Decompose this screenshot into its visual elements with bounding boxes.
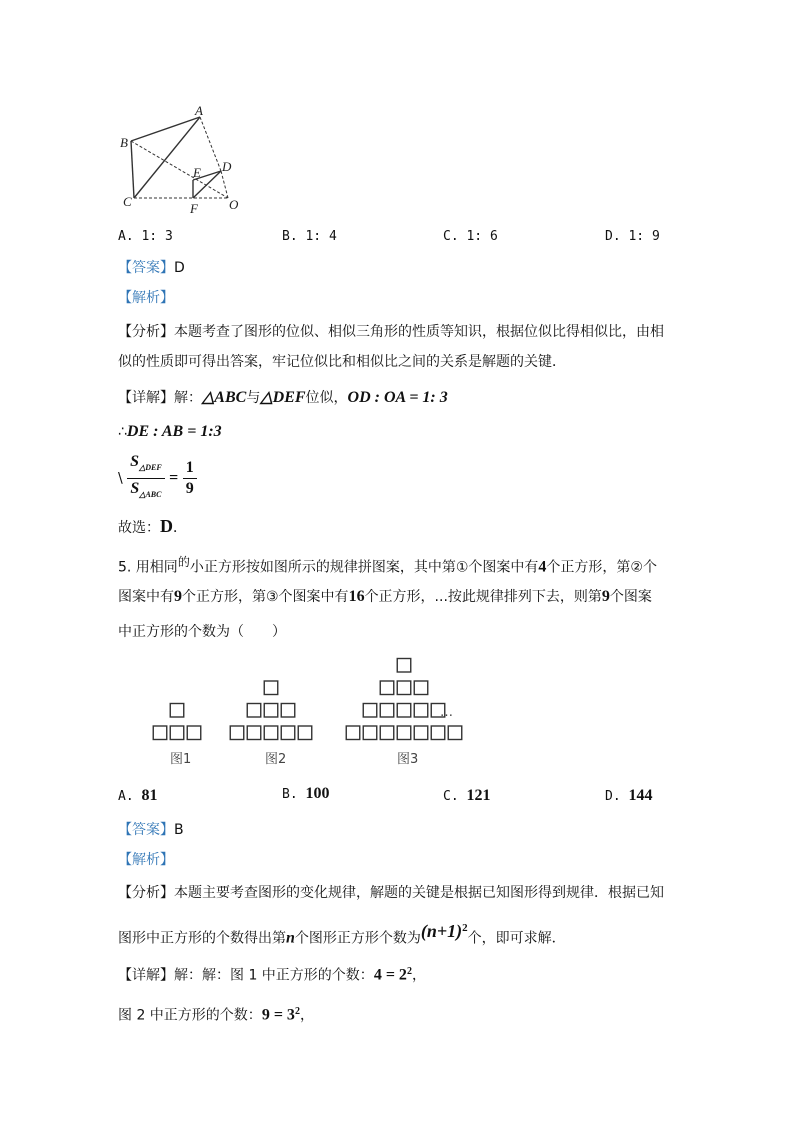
pattern-square bbox=[281, 726, 295, 740]
label-o: O bbox=[229, 197, 239, 212]
area-fraction: $\frac{S_{\triangle DEF}}{S_{\triangle ABC}}$ bbox=[127, 452, 165, 505]
caption-fig3: 图3 bbox=[397, 752, 419, 767]
q4-detail: 【详解】解：△ABC与△DEF位似，OD : OA = 1: 3 bbox=[118, 389, 448, 406]
label-e: E bbox=[193, 165, 201, 180]
label-a: A bbox=[195, 103, 203, 118]
label-f: F bbox=[190, 201, 198, 216]
q5-answer: 【答案】B bbox=[118, 822, 184, 838]
q4-analysis-line1: 【分析】本题考查了图形的位似、相似三角形的性质等知识，根据位似比得相似比，由相 bbox=[118, 324, 664, 340]
pattern-square bbox=[380, 726, 394, 740]
pattern-square bbox=[187, 726, 201, 740]
q4-choose: 故选：D． bbox=[118, 516, 187, 536]
q5-option-c[interactable]: C. 121 bbox=[443, 787, 491, 804]
q4-option-d[interactable]: D. 1: 9 bbox=[605, 229, 660, 244]
pattern-square bbox=[414, 704, 428, 718]
label-d: D bbox=[222, 159, 232, 174]
q5-analysis-line1: 【分析】本题主要考查图形的变化规律，解题的关键是根据已知图形得到规律．根据已知 bbox=[118, 885, 664, 901]
q4-therefore: ∴DE : AB = 1:3 bbox=[118, 423, 222, 440]
pattern-square bbox=[414, 726, 428, 740]
q5-stem-line3: 中正方形的个数为（ ） bbox=[118, 624, 286, 640]
pattern-square bbox=[397, 704, 411, 718]
caption-fig2: 图2 bbox=[265, 752, 287, 767]
ratio-fraction: $\frac{1}{9}$ bbox=[183, 458, 197, 499]
q5-option-b[interactable]: B. 100 bbox=[282, 785, 330, 802]
q5-detail-line2: 图 2 中正方形的个数：$9 = 3^2$， bbox=[118, 1006, 314, 1024]
pattern-square bbox=[170, 704, 184, 718]
pattern-square bbox=[448, 726, 462, 740]
q4-analysis-tag: 【解析】 bbox=[118, 290, 174, 306]
q4-area-ratio: \ $\frac{S_{\triangle DEF}}{S_{\triangle ABC}}$ = $\frac{1}{9}$ bbox=[118, 452, 197, 505]
pattern-square bbox=[264, 704, 278, 718]
label-b: B bbox=[120, 135, 128, 150]
q5-stem-line1: 5. 用相同$^的$小正方形按如图所示的规律拼图案，其中第①个图案中有4个正方形，第②个 bbox=[118, 555, 657, 576]
q5-analysis-line2: 图形中正方形的个数得出第n个图形正方形个数为$(n+1)^2$个，即可求解． bbox=[118, 920, 566, 947]
pattern-square bbox=[363, 704, 377, 718]
pattern-square bbox=[170, 726, 184, 740]
pattern-square bbox=[153, 726, 167, 740]
q5-analysis-tag: 【解析】 bbox=[118, 852, 174, 868]
pattern-square bbox=[380, 681, 394, 695]
pattern-square bbox=[346, 726, 360, 740]
pattern-square bbox=[431, 726, 445, 740]
q4-answer: 【答案】D bbox=[118, 260, 185, 276]
pattern-square bbox=[380, 704, 394, 718]
pattern-square bbox=[264, 681, 278, 695]
q5-option-a[interactable]: A. 81 bbox=[118, 787, 158, 804]
q4-option-a[interactable]: A. 1: 3 bbox=[118, 229, 173, 244]
pattern-square bbox=[397, 681, 411, 695]
ellipsis: … bbox=[440, 705, 453, 720]
pattern-square bbox=[397, 659, 411, 673]
pattern-square bbox=[264, 726, 278, 740]
q4-option-c[interactable]: C. 1: 6 bbox=[443, 229, 498, 244]
caption-fig1: 图1 bbox=[170, 752, 192, 767]
label-c: C bbox=[123, 194, 132, 209]
pattern-square bbox=[414, 681, 428, 695]
q4-option-b[interactable]: B. 1: 4 bbox=[282, 229, 337, 244]
pattern-square bbox=[230, 726, 244, 740]
q5-detail-line1: 【详解】解：解：图 1 中正方形的个数：$4 = 2^2$， bbox=[118, 966, 426, 984]
pattern-square bbox=[247, 704, 261, 718]
pattern-square bbox=[363, 726, 377, 740]
pattern-square bbox=[247, 726, 261, 740]
q5-stem-line2: 图案中有9个正方形，第③个图案中有16个正方形，...按此规律排列下去，则第9个图案 bbox=[118, 588, 652, 605]
q4-analysis-line2: 似的性质即可得出答案，牢记位似比和相似比之间的关系是解题的关键． bbox=[118, 354, 566, 370]
q5-option-d[interactable]: D. 144 bbox=[605, 787, 653, 804]
pattern-square bbox=[281, 704, 295, 718]
pattern-square bbox=[397, 726, 411, 740]
pattern-square bbox=[298, 726, 312, 740]
